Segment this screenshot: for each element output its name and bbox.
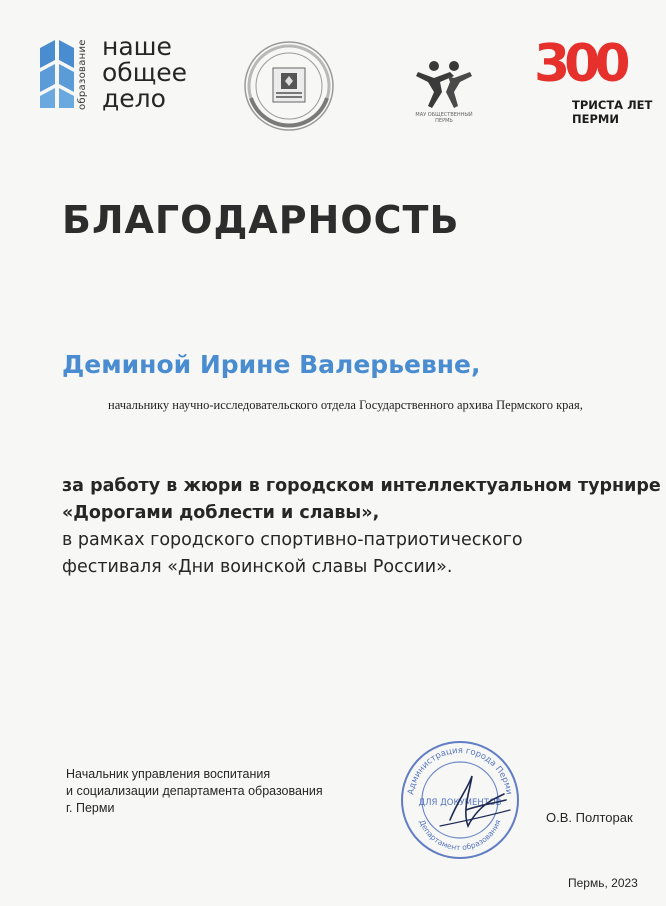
nod-logo-word-2: общее bbox=[102, 58, 188, 87]
recipient-name: Деминой Ирине Валерьевне, bbox=[62, 350, 481, 379]
anniversary-number: 300 bbox=[534, 34, 625, 94]
reason-line-4: фестиваля «Дни воинской славы России». bbox=[62, 557, 453, 577]
document-title: БЛАГОДАРНОСТЬ bbox=[62, 198, 460, 242]
reason-line-2: «Дорогами доблести и славы», bbox=[62, 503, 380, 523]
signer-name: О.В. Полторак bbox=[546, 810, 633, 825]
stamp-text-center: ДЛЯ ДОКУМЕНТОВ bbox=[418, 798, 502, 808]
nashe-obshchee-delo-logo bbox=[38, 34, 208, 116]
place-and-year: Пермь, 2023 bbox=[568, 876, 638, 890]
nod-logo-word-3: дело bbox=[102, 84, 166, 113]
handwritten-signature bbox=[410, 770, 530, 840]
anniversary-caption bbox=[572, 98, 652, 126]
signer-title bbox=[66, 766, 323, 817]
stamp-text-top: Администрация города Перми bbox=[406, 745, 514, 796]
nod-logo-words bbox=[102, 34, 187, 112]
sport-festival-logo bbox=[414, 58, 474, 128]
signer-title-line1: Начальник управления воспитания bbox=[66, 767, 271, 781]
sport-logo-caption: МАУ ОБЩЕСТВЕННЫЙ ПЕРМЬ bbox=[415, 112, 473, 124]
school-emblem-icon bbox=[243, 40, 335, 132]
book-icon bbox=[38, 38, 76, 110]
recipient-position: начальнику научно-исследовательского отдела Государственного архива Пермского края, bbox=[108, 398, 583, 412]
two-people-icon bbox=[414, 58, 474, 110]
reason-line-3: в рамках городского спортивно-патриотического bbox=[62, 530, 523, 550]
nod-logo-vertical-text: образование bbox=[77, 39, 88, 111]
stamp-text-bottom: Департамент образования bbox=[417, 818, 503, 853]
gratitude-reason bbox=[62, 473, 661, 581]
anniversary-300-logo bbox=[534, 34, 653, 130]
anniversary-caption-line1: ТРИСТА ЛЕТ bbox=[572, 98, 653, 112]
signer-title-line2: и социализации департамента образования bbox=[66, 784, 323, 798]
reason-line-1: за работу в жюри в городском интеллектуальном турнире bbox=[62, 476, 661, 496]
anniversary-caption-line2: ПЕРМИ bbox=[572, 112, 619, 126]
school-emblem bbox=[243, 40, 335, 132]
signer-title-line3: г. Перми bbox=[66, 801, 115, 815]
nod-logo-word-1: наше bbox=[102, 32, 172, 61]
